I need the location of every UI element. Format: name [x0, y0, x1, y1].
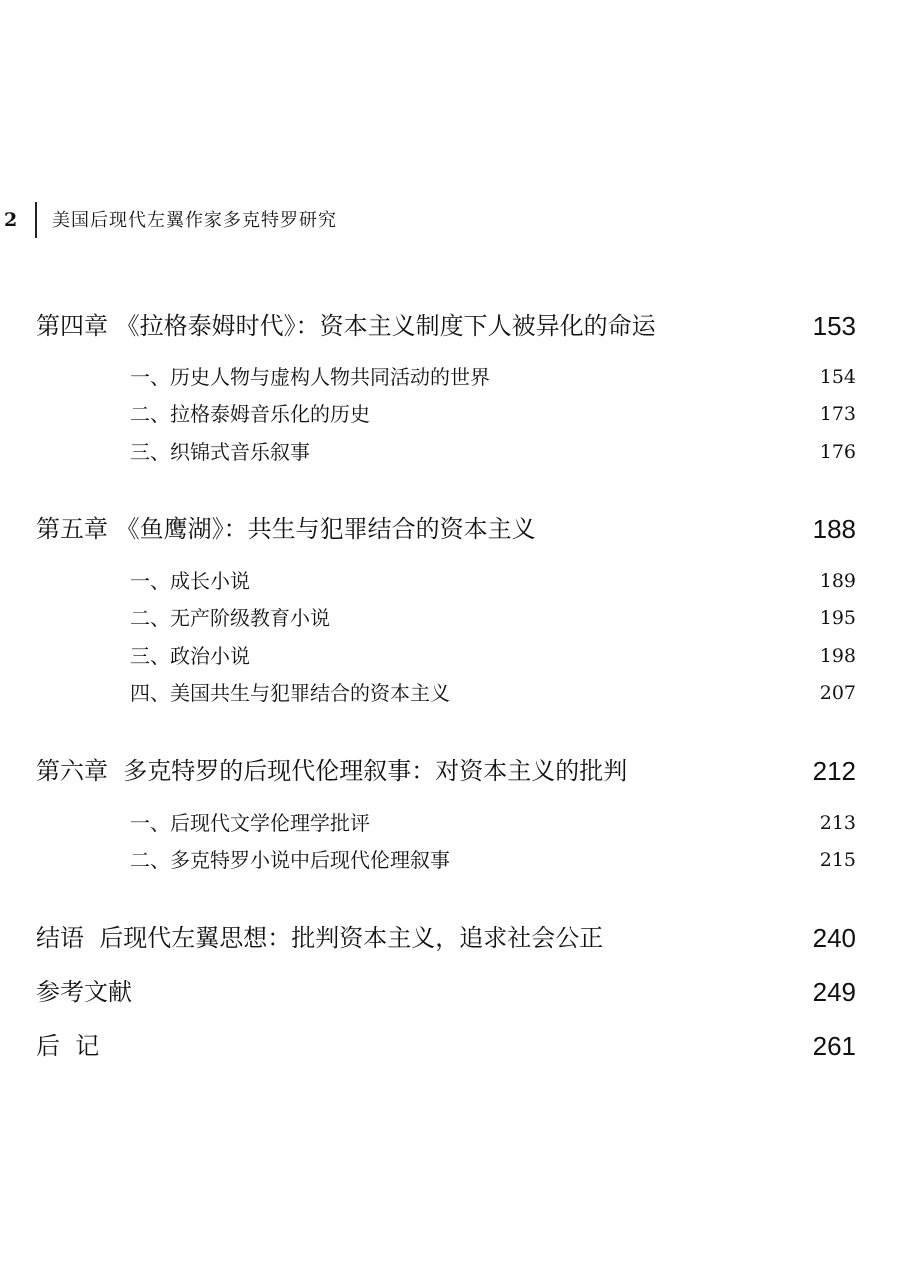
toc-entry-section[interactable] — [36, 844, 856, 876]
running-header — [0, 200, 900, 240]
chapter-page-number: 153 — [812, 311, 856, 341]
section-title: 一、后现代文学伦理学批评 — [130, 811, 370, 835]
toc-entry-section[interactable] — [36, 602, 856, 634]
chapter-page-number: 240 — [812, 923, 856, 953]
section-page-number: 213 — [819, 812, 856, 834]
toc-entry-chapter-6[interactable] — [36, 751, 856, 791]
chapter-title: 后 记 — [36, 1032, 100, 1060]
section-page-number: 215 — [819, 849, 856, 871]
chapter-title: 第五章 《鱼鹰湖》：共生与犯罪结合的资本主义 — [36, 515, 536, 543]
section-title: 三、织锦式音乐叙事 — [130, 440, 310, 464]
toc-entry-section[interactable] — [36, 436, 856, 468]
toc-entry-section[interactable] — [36, 807, 856, 839]
toc-entry-section[interactable] — [36, 398, 856, 430]
section-title: 一、成长小说 — [130, 569, 250, 593]
toc-entry-references[interactable] — [36, 972, 856, 1012]
toc-entry-chapter-4[interactable] — [36, 306, 856, 346]
running-title: 美国后现代左翼作家多克特罗研究 — [52, 210, 337, 231]
section-title: 二、无产阶级教育小说 — [130, 606, 330, 630]
section-page-number: 198 — [819, 645, 856, 667]
chapter-title: 第四章 《拉格泰姆时代》：资本主义制度下人被异化的命运 — [36, 312, 656, 340]
toc-entry-section[interactable] — [36, 677, 856, 709]
chapter-title: 参考文献 — [36, 978, 132, 1006]
toc-entry-section[interactable] — [36, 640, 856, 672]
section-title: 三、政治小说 — [130, 644, 250, 668]
chapter-title: 第六章 多克特罗的后现代伦理叙事：对资本主义的批判 — [36, 757, 628, 785]
section-page-number: 176 — [819, 441, 856, 463]
chapter-title: 结语 后现代左翼思想：批判资本主义，追求社会公正 — [36, 924, 604, 952]
section-page-number: 189 — [819, 570, 856, 592]
section-title: 一、历史人物与虚构人物共同活动的世界 — [130, 365, 490, 389]
section-title: 二、拉格泰姆音乐化的历史 — [130, 402, 370, 426]
chapter-page-number: 261 — [812, 1031, 856, 1061]
section-title: 二、多克特罗小说中后现代伦理叙事 — [130, 848, 450, 872]
chapter-page-number: 212 — [812, 756, 856, 786]
toc-entry-conclusion[interactable] — [36, 918, 856, 958]
toc-entry-section[interactable] — [36, 565, 856, 597]
chapter-page-number: 188 — [812, 514, 856, 544]
section-page-number: 173 — [819, 403, 856, 425]
header-divider — [35, 202, 37, 238]
chapter-page-number: 249 — [812, 977, 856, 1007]
section-page-number: 154 — [819, 366, 856, 388]
page-number: 2 — [4, 209, 18, 231]
toc-entry-afterword[interactable] — [36, 1026, 856, 1066]
toc-entry-section[interactable] — [36, 361, 856, 393]
toc-entry-chapter-5[interactable] — [36, 509, 856, 549]
section-title: 四、美国共生与犯罪结合的资本主义 — [130, 681, 450, 705]
section-page-number: 207 — [819, 682, 856, 704]
section-page-number: 195 — [819, 607, 856, 629]
